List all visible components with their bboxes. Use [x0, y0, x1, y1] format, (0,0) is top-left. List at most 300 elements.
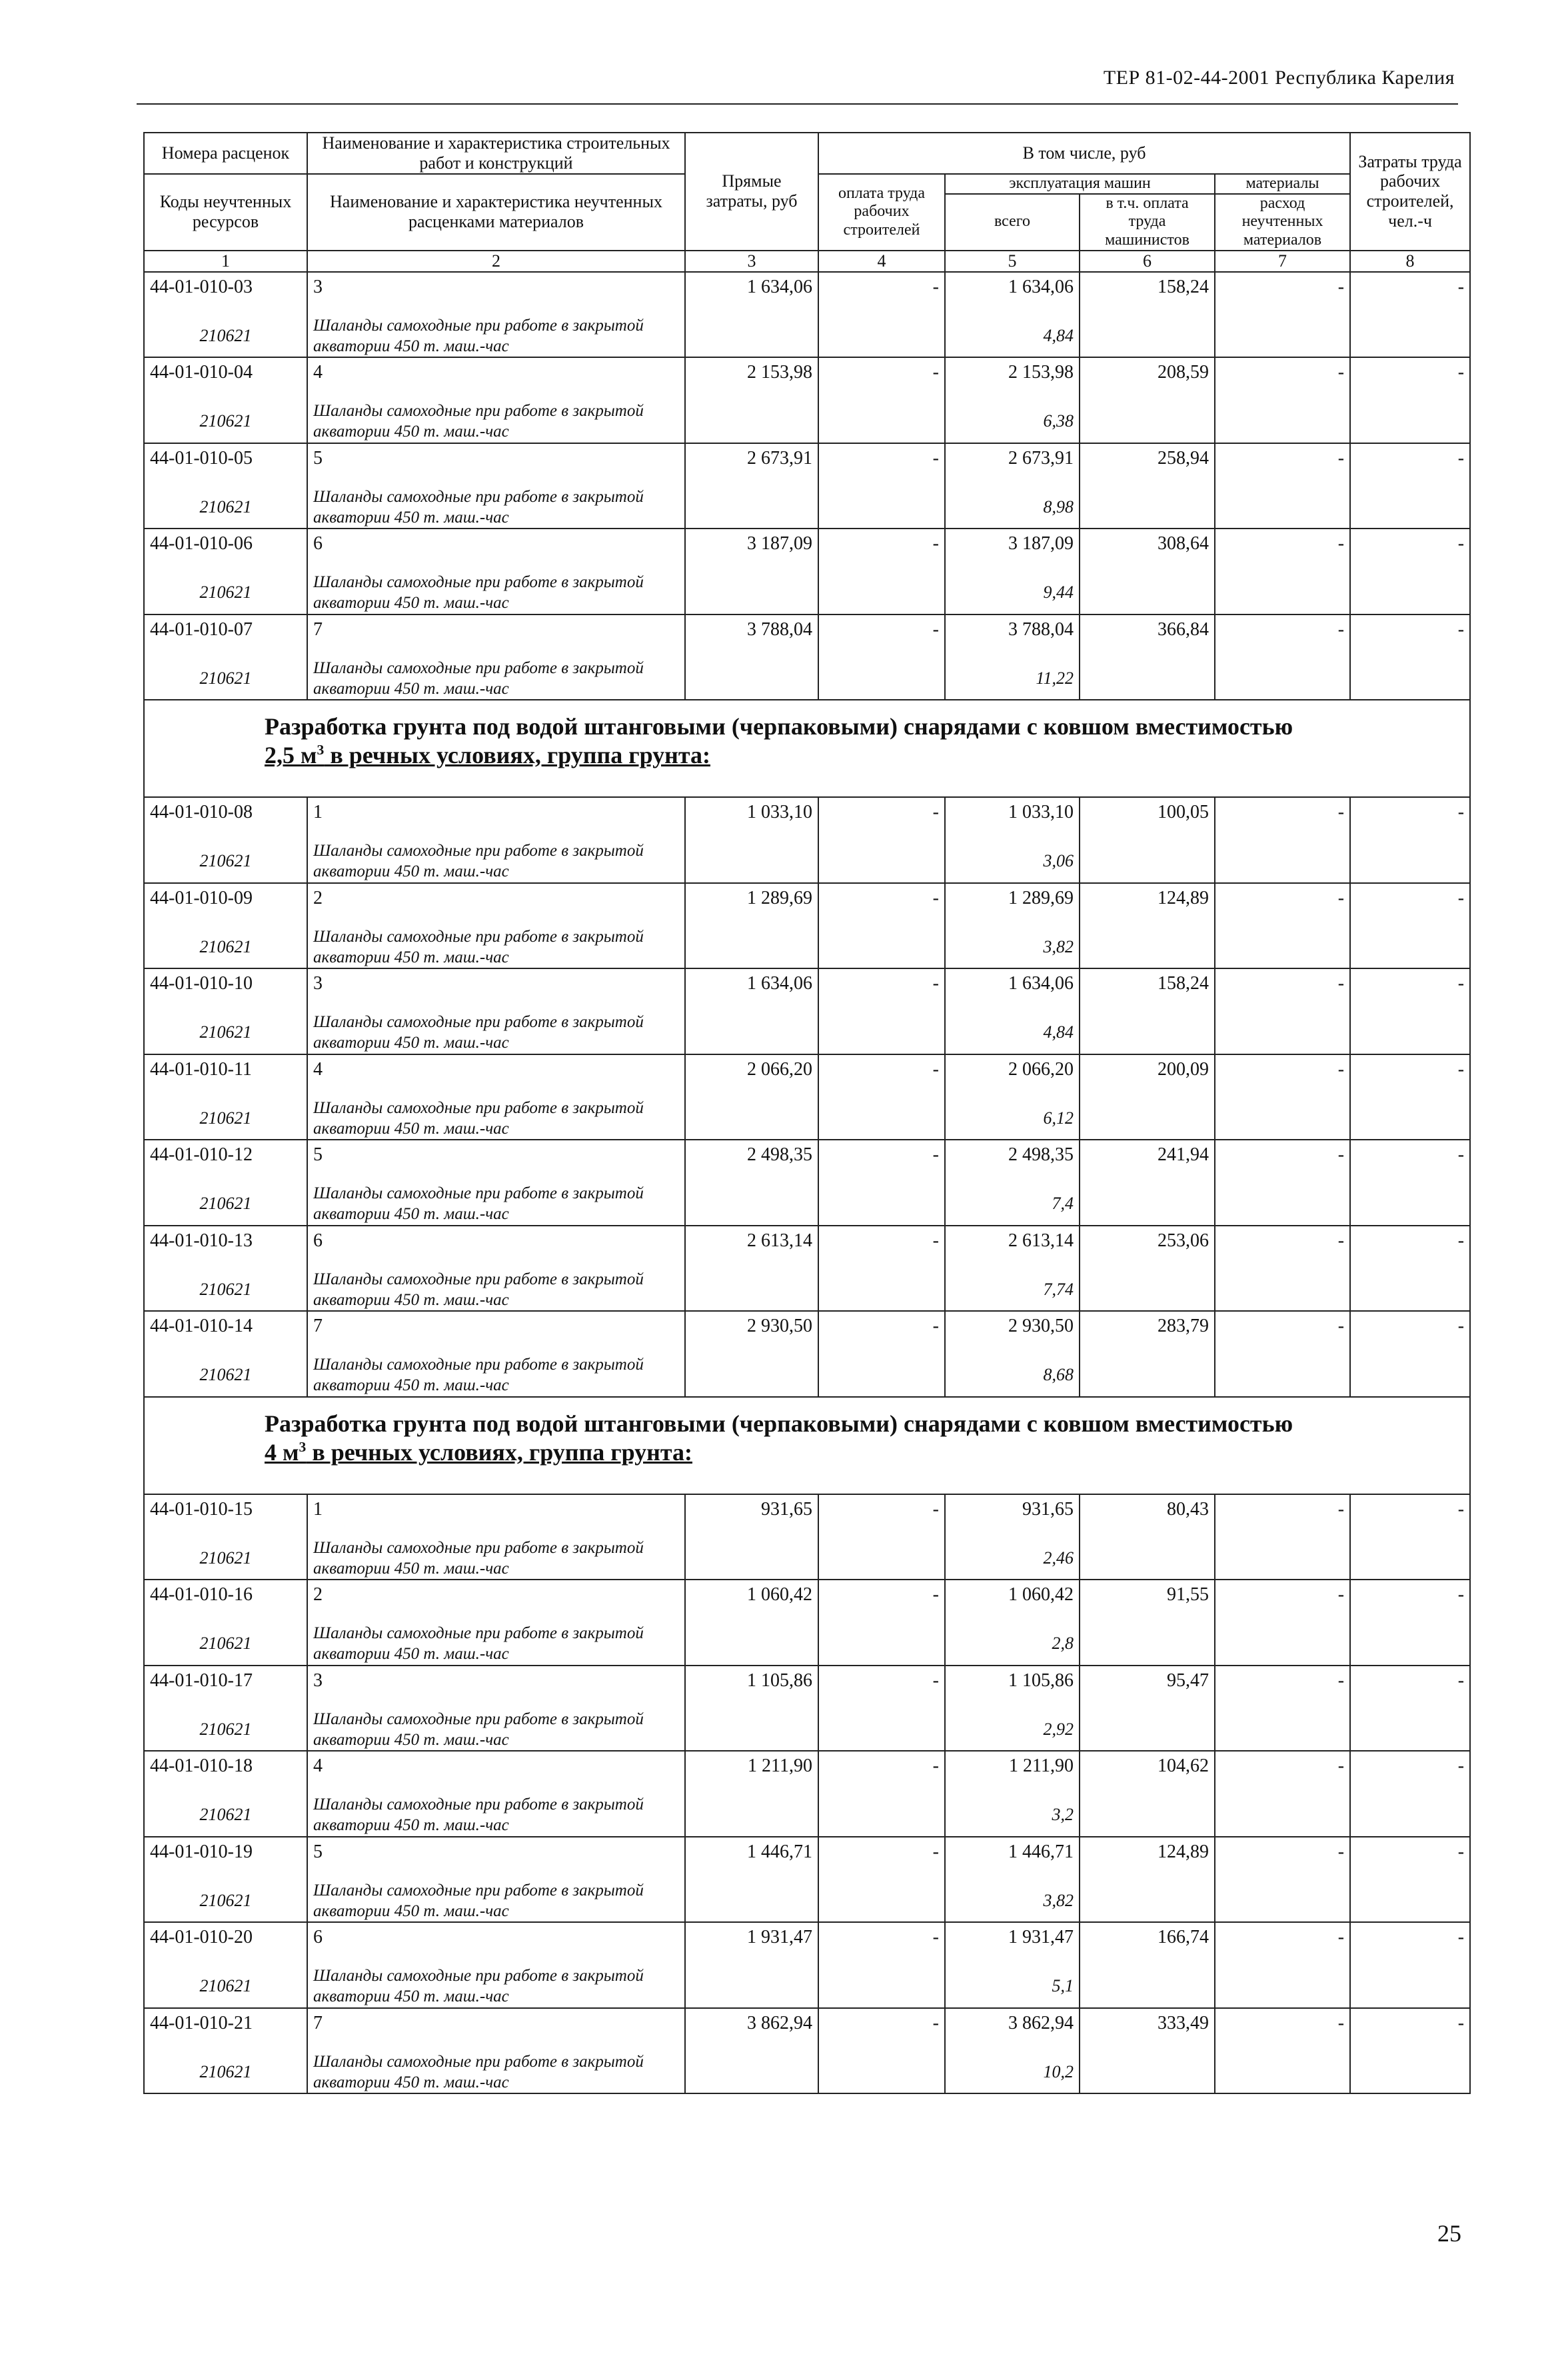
empty-cell	[1080, 658, 1215, 700]
superscript-cube: 3	[317, 742, 325, 758]
machines-total: 1 033,10	[945, 797, 1080, 840]
empty-cell	[1215, 1098, 1350, 1140]
table-subrow	[144, 315, 1470, 358]
empty-cell	[685, 2051, 818, 2094]
machines-total: 1 105,86	[945, 1666, 1080, 1709]
work-name: 5	[307, 1140, 685, 1183]
section-heading-line: 2,5 $м^3$ в речных условиях, группа грунта:	[265, 742, 710, 769]
materials-value: -	[1215, 1226, 1350, 1269]
resource-quantity: 6,12	[945, 1098, 1080, 1140]
header-rule	[137, 103, 1458, 105]
section-heading	[144, 1397, 1470, 1494]
labor-hours: -	[1350, 614, 1470, 658]
empty-cell	[818, 1880, 945, 1923]
operator-pay: 366,84	[1080, 614, 1215, 658]
labor-hours: -	[1350, 357, 1470, 401]
work-name: 1	[307, 1494, 685, 1538]
resource-code: 210621	[144, 1538, 307, 1580]
machines-total: 3 862,94	[945, 2008, 1080, 2051]
table-subrow	[144, 401, 1470, 443]
column-index: 6	[1080, 251, 1215, 272]
table-row	[144, 968, 1470, 1012]
empty-cell	[1080, 1538, 1215, 1580]
operator-pay: 124,89	[1080, 883, 1215, 926]
empty-cell	[1215, 1269, 1350, 1312]
resource-code: 210621	[144, 1183, 307, 1226]
resource-quantity: 7,4	[945, 1183, 1080, 1226]
machines-total: 2 498,35	[945, 1140, 1080, 1183]
resource-code: 210621	[144, 1965, 307, 2008]
empty-cell	[1350, 926, 1470, 969]
table-row	[144, 443, 1470, 487]
empty-cell	[1080, 1965, 1215, 2008]
worker-pay: -	[818, 1311, 945, 1354]
resource-quantity: 2,92	[945, 1709, 1080, 1752]
direct-costs: 1 060,42	[685, 1580, 818, 1623]
labor-hours: -	[1350, 1922, 1470, 1965]
header-machines-total: всего	[945, 194, 1080, 251]
materials-value: -	[1215, 357, 1350, 401]
operator-pay: 208,59	[1080, 357, 1215, 401]
empty-cell	[1350, 1098, 1470, 1140]
table-row	[144, 2008, 1470, 2051]
rate-code: 44-01-010-09	[144, 883, 307, 926]
empty-cell	[1350, 1269, 1470, 1312]
direct-costs: 1 931,47	[685, 1922, 818, 1965]
resource-code: 210621	[144, 658, 307, 700]
empty-cell	[1350, 401, 1470, 443]
empty-cell	[818, 1012, 945, 1054]
direct-costs: 3 788,04	[685, 614, 818, 658]
table-row	[144, 357, 1470, 401]
section-heading-row	[144, 700, 1470, 797]
work-name: 3	[307, 272, 685, 315]
work-name: 2	[307, 883, 685, 926]
column-index: 8	[1350, 251, 1470, 272]
empty-cell	[1350, 2051, 1470, 2094]
worker-pay: -	[818, 1494, 945, 1538]
empty-cell	[1350, 315, 1470, 358]
table-subrow	[144, 658, 1470, 700]
resource-quantity: 4,84	[945, 1012, 1080, 1054]
materials-value: -	[1215, 1922, 1350, 1965]
resource-code: 210621	[144, 487, 307, 529]
page-number: 25	[1437, 2220, 1461, 2247]
table-row	[144, 1751, 1470, 1794]
direct-costs: 2 930,50	[685, 1311, 818, 1354]
worker-pay: -	[818, 1751, 945, 1794]
column-index: 4	[818, 251, 945, 272]
rate-code: 44-01-010-04	[144, 357, 307, 401]
operator-pay: 253,06	[1080, 1226, 1215, 1269]
labor-hours: -	[1350, 968, 1470, 1012]
labor-hours: -	[1350, 529, 1470, 572]
header-labor-hours: Затраты труда рабочих строителей, чел.-ч	[1350, 133, 1470, 251]
direct-costs: 2 498,35	[685, 1140, 818, 1183]
empty-cell	[685, 1538, 818, 1580]
resource-quantity: 3,06	[945, 840, 1080, 883]
resource-quantity: 10,2	[945, 2051, 1080, 2094]
labor-hours: -	[1350, 797, 1470, 840]
direct-costs: 2 613,14	[685, 1226, 818, 1269]
resource-quantity: 5,1	[945, 1965, 1080, 2008]
rate-code: 44-01-010-03	[144, 272, 307, 315]
empty-cell	[818, 1354, 945, 1397]
worker-pay: -	[818, 357, 945, 401]
empty-cell	[1215, 1183, 1350, 1226]
empty-cell	[1350, 1012, 1470, 1054]
table-subrow	[144, 1269, 1470, 1312]
empty-cell	[685, 1623, 818, 1666]
resource-code: 210621	[144, 1354, 307, 1397]
empty-cell	[1215, 487, 1350, 529]
resource-code: 210621	[144, 1623, 307, 1666]
labor-hours: -	[1350, 443, 1470, 487]
empty-cell	[1215, 1354, 1350, 1397]
labor-hours: -	[1350, 1494, 1470, 1538]
rate-code: 44-01-010-15	[144, 1494, 307, 1538]
operator-pay: 166,74	[1080, 1922, 1215, 1965]
work-name: 1	[307, 797, 685, 840]
worker-pay: -	[818, 968, 945, 1012]
empty-cell	[685, 1880, 818, 1923]
empty-cell	[685, 840, 818, 883]
worker-pay: -	[818, 1580, 945, 1623]
resource-quantity: 3,82	[945, 926, 1080, 969]
section-heading	[144, 700, 1470, 797]
table-row	[144, 272, 1470, 315]
column-index: 7	[1215, 251, 1350, 272]
resource-quantity: 2,46	[945, 1538, 1080, 1580]
empty-cell	[818, 1623, 945, 1666]
table-row	[144, 1494, 1470, 1538]
resource-description: Шаланды самоходные при работе в закрытой акватории 450 т. маш.-час	[307, 1183, 685, 1226]
column-index-row	[144, 251, 1470, 272]
rate-code: 44-01-010-08	[144, 797, 307, 840]
resource-code: 210621	[144, 1794, 307, 1837]
operator-pay: 124,89	[1080, 1837, 1215, 1880]
empty-cell	[1215, 1709, 1350, 1752]
table-subrow	[144, 1098, 1470, 1140]
operator-pay: 80,43	[1080, 1494, 1215, 1538]
operator-pay: 158,24	[1080, 968, 1215, 1012]
worker-pay: -	[818, 883, 945, 926]
empty-cell	[818, 658, 945, 700]
rate-code: 44-01-010-19	[144, 1837, 307, 1880]
resource-description: Шаланды самоходные при работе в закрытой акватории 450 т. маш.-час	[307, 840, 685, 883]
work-name: 5	[307, 443, 685, 487]
labor-hours: -	[1350, 1311, 1470, 1354]
rate-code: 44-01-010-12	[144, 1140, 307, 1183]
empty-cell	[818, 401, 945, 443]
column-index: 3	[685, 251, 818, 272]
table-row	[144, 1311, 1470, 1354]
empty-cell	[1080, 1794, 1215, 1837]
operator-pay: 200,09	[1080, 1054, 1215, 1098]
empty-cell	[1350, 1965, 1470, 2008]
table-row	[144, 1837, 1470, 1880]
rate-code: 44-01-010-13	[144, 1226, 307, 1269]
empty-cell	[818, 1183, 945, 1226]
table-row	[144, 883, 1470, 926]
resource-description: Шаланды самоходные при работе в закрытой акватории 450 т. маш.-час	[307, 1623, 685, 1666]
resource-quantity: 11,22	[945, 658, 1080, 700]
header-direct-costs: Прямые затраты, руб	[685, 133, 818, 251]
direct-costs: 931,65	[685, 1494, 818, 1538]
operator-pay: 283,79	[1080, 1311, 1215, 1354]
resource-code: 210621	[144, 1012, 307, 1054]
labor-hours: -	[1350, 2008, 1470, 2051]
work-name: 6	[307, 529, 685, 572]
header-material-usage: расход неучтенных материалов	[1215, 194, 1350, 251]
machines-total: 3 788,04	[945, 614, 1080, 658]
resource-code: 210621	[144, 2051, 307, 2094]
table-subrow	[144, 1183, 1470, 1226]
empty-cell	[818, 1965, 945, 2008]
empty-cell	[1215, 401, 1350, 443]
worker-pay: -	[818, 1666, 945, 1709]
work-name: 7	[307, 614, 685, 658]
rate-code: 44-01-010-07	[144, 614, 307, 658]
resource-quantity: 2,8	[945, 1623, 1080, 1666]
empty-cell	[1350, 572, 1470, 614]
resource-description: Шаланды самоходные при работе в закрытой акватории 450 т. маш.-час	[307, 1965, 685, 2008]
empty-cell	[685, 1965, 818, 2008]
header-rates-number: Номера расценок	[144, 133, 307, 174]
table-row	[144, 1666, 1470, 1709]
labor-hours: -	[1350, 883, 1470, 926]
empty-cell	[1080, 487, 1215, 529]
materials-value: -	[1215, 443, 1350, 487]
resource-code: 210621	[144, 401, 307, 443]
materials-value: -	[1215, 614, 1350, 658]
empty-cell	[1080, 1709, 1215, 1752]
table-subrow	[144, 926, 1470, 969]
machines-total: 1 060,42	[945, 1580, 1080, 1623]
resource-code: 210621	[144, 1880, 307, 1923]
machines-total: 1 634,06	[945, 968, 1080, 1012]
labor-hours: -	[1350, 272, 1470, 315]
empty-cell	[818, 1098, 945, 1140]
empty-cell	[1350, 840, 1470, 883]
materials-value: -	[1215, 968, 1350, 1012]
table-subrow	[144, 1794, 1470, 1837]
empty-cell	[1215, 1623, 1350, 1666]
machines-total: 2 673,91	[945, 443, 1080, 487]
header-material-name: Наименование и характеристика неучтенных расценками материалов	[307, 174, 685, 251]
empty-cell	[1350, 487, 1470, 529]
empty-cell	[1215, 1012, 1350, 1054]
empty-cell	[685, 1098, 818, 1140]
table-subrow	[144, 487, 1470, 529]
resource-description: Шаланды самоходные при работе в закрытой акватории 450 т. маш.-час	[307, 1098, 685, 1140]
machines-total: 2 153,98	[945, 357, 1080, 401]
table-subrow	[144, 1880, 1470, 1923]
resource-description: Шаланды самоходные при работе в закрытой акватории 450 т. маш.-час	[307, 1709, 685, 1752]
empty-cell	[1080, 572, 1215, 614]
work-name: 6	[307, 1922, 685, 1965]
table-row	[144, 529, 1470, 572]
machines-total: 2 066,20	[945, 1054, 1080, 1098]
table-row	[144, 1580, 1470, 1623]
empty-cell	[818, 1709, 945, 1752]
header-work-name: Наименование и характеристика строительных работ и конструкций	[307, 133, 685, 174]
empty-cell	[818, 1269, 945, 1312]
empty-cell	[1080, 1183, 1215, 1226]
empty-cell	[1215, 840, 1350, 883]
resource-description: Шаланды самоходные при работе в закрытой акватории 450 т. маш.-час	[307, 1880, 685, 1923]
worker-pay: -	[818, 2008, 945, 2051]
machines-total: 1 634,06	[945, 272, 1080, 315]
empty-cell	[1350, 1709, 1470, 1752]
empty-cell	[1350, 1880, 1470, 1923]
empty-cell	[1080, 1012, 1215, 1054]
resource-quantity: 4,84	[945, 315, 1080, 358]
rate-code: 44-01-010-17	[144, 1666, 307, 1709]
rate-code: 44-01-010-18	[144, 1751, 307, 1794]
empty-cell	[1215, 1965, 1350, 2008]
resource-quantity: 8,98	[945, 487, 1080, 529]
table-subrow	[144, 1965, 1470, 2008]
materials-value: -	[1215, 2008, 1350, 2051]
resource-code: 210621	[144, 1709, 307, 1752]
operator-pay: 158,24	[1080, 272, 1215, 315]
empty-cell	[1080, 1269, 1215, 1312]
labor-hours: -	[1350, 1580, 1470, 1623]
rate-code: 44-01-010-11	[144, 1054, 307, 1098]
column-index: 2	[307, 251, 685, 272]
resource-description: Шаланды самоходные при работе в закрытой акватории 450 т. маш.-час	[307, 926, 685, 969]
table-row	[144, 1054, 1470, 1098]
header-worker-pay: оплата труда рабочих строителей	[818, 174, 945, 251]
table-subrow	[144, 840, 1470, 883]
empty-cell	[1350, 658, 1470, 700]
resource-quantity: 9,44	[945, 572, 1080, 614]
empty-cell	[1215, 926, 1350, 969]
materials-value: -	[1215, 1140, 1350, 1183]
resource-description: Шаланды самоходные при работе в закрытой акватории 450 т. маш.-час	[307, 1269, 685, 1312]
labor-hours: -	[1350, 1054, 1470, 1098]
empty-cell	[685, 1794, 818, 1837]
labor-hours: -	[1350, 1666, 1470, 1709]
resource-quantity: 8,68	[945, 1354, 1080, 1397]
resource-code: 210621	[144, 1269, 307, 1312]
materials-value: -	[1215, 529, 1350, 572]
empty-cell	[1350, 1183, 1470, 1226]
table-header	[144, 133, 1470, 272]
empty-cell	[1215, 315, 1350, 358]
worker-pay: -	[818, 1922, 945, 1965]
empty-cell	[818, 926, 945, 969]
machines-total: 1 931,47	[945, 1922, 1080, 1965]
empty-cell	[1080, 1880, 1215, 1923]
materials-value: -	[1215, 1054, 1350, 1098]
operator-pay: 333,49	[1080, 2008, 1215, 2051]
materials-value: -	[1215, 1494, 1350, 1538]
empty-cell	[818, 487, 945, 529]
labor-hours: -	[1350, 1751, 1470, 1794]
resource-code: 210621	[144, 1098, 307, 1140]
direct-costs: 1 105,86	[685, 1666, 818, 1709]
machines-total: 1 211,90	[945, 1751, 1080, 1794]
direct-costs: 2 153,98	[685, 357, 818, 401]
table-subrow	[144, 1623, 1470, 1666]
materials-value: -	[1215, 1311, 1350, 1354]
rates-table	[143, 132, 1471, 2094]
empty-cell	[1080, 840, 1215, 883]
table-row	[144, 1226, 1470, 1269]
work-name: 6	[307, 1226, 685, 1269]
header-machine-operation: эксплуатация машин	[945, 174, 1215, 194]
rate-code: 44-01-010-10	[144, 968, 307, 1012]
machines-total: 1 446,71	[945, 1837, 1080, 1880]
work-name: 5	[307, 1837, 685, 1880]
empty-cell	[1080, 926, 1215, 969]
empty-cell	[818, 1538, 945, 1580]
operator-pay: 95,47	[1080, 1666, 1215, 1709]
empty-cell	[685, 1709, 818, 1752]
operator-pay: 100,05	[1080, 797, 1215, 840]
resource-quantity: 7,74	[945, 1269, 1080, 1312]
rate-code: 44-01-010-20	[144, 1922, 307, 1965]
operator-pay: 258,94	[1080, 443, 1215, 487]
operator-pay: 308,64	[1080, 529, 1215, 572]
empty-cell	[1215, 1880, 1350, 1923]
table-subrow	[144, 1354, 1470, 1397]
worker-pay: -	[818, 443, 945, 487]
empty-cell	[1350, 1538, 1470, 1580]
work-name: 4	[307, 1751, 685, 1794]
direct-costs: 3 862,94	[685, 2008, 818, 2051]
table-subrow	[144, 572, 1470, 614]
table-row	[144, 1922, 1470, 1965]
work-name: 3	[307, 1666, 685, 1709]
section-heading-line: Разработка грунта под водой штанговыми (черпаковыми) снарядами с ковшом вместимостью	[265, 1410, 1293, 1437]
header-materials: материалы	[1215, 174, 1350, 194]
empty-cell	[818, 1794, 945, 1837]
section-heading-line: 4 $м^3$ в речных условиях, группа грунта:	[265, 1438, 692, 1466]
direct-costs: 2 066,20	[685, 1054, 818, 1098]
table-row	[144, 797, 1470, 840]
rate-code: 44-01-010-05	[144, 443, 307, 487]
resource-description: Шаланды самоходные при работе в закрытой акватории 450 т. маш.-час	[307, 315, 685, 358]
direct-costs: 1 211,90	[685, 1751, 818, 1794]
machines-total: 3 187,09	[945, 529, 1080, 572]
machines-total: 931,65	[945, 1494, 1080, 1538]
table-body	[144, 272, 1470, 2094]
direct-costs: 1 033,10	[685, 797, 818, 840]
empty-cell	[818, 840, 945, 883]
table-subrow	[144, 1709, 1470, 1752]
table-subrow	[144, 1012, 1470, 1054]
machines-total: 2 613,14	[945, 1226, 1080, 1269]
superscript-cube: 3	[299, 1438, 307, 1455]
operator-pay: 241,94	[1080, 1140, 1215, 1183]
work-name: 4	[307, 357, 685, 401]
empty-cell	[1215, 1538, 1350, 1580]
empty-cell	[1350, 1354, 1470, 1397]
labor-hours: -	[1350, 1226, 1470, 1269]
empty-cell	[1215, 658, 1350, 700]
empty-cell	[1350, 1794, 1470, 1837]
resource-description: Шаланды самоходные при работе в закрытой акватории 450 т. маш.-час	[307, 1012, 685, 1054]
empty-cell	[685, 1183, 818, 1226]
resource-code: 210621	[144, 926, 307, 969]
rate-code: 44-01-010-21	[144, 2008, 307, 2051]
section-heading-line: Разработка грунта под водой штанговыми (черпаковыми) снарядами с ковшом вместимостью	[265, 713, 1293, 740]
worker-pay: -	[818, 1837, 945, 1880]
worker-pay: -	[818, 529, 945, 572]
